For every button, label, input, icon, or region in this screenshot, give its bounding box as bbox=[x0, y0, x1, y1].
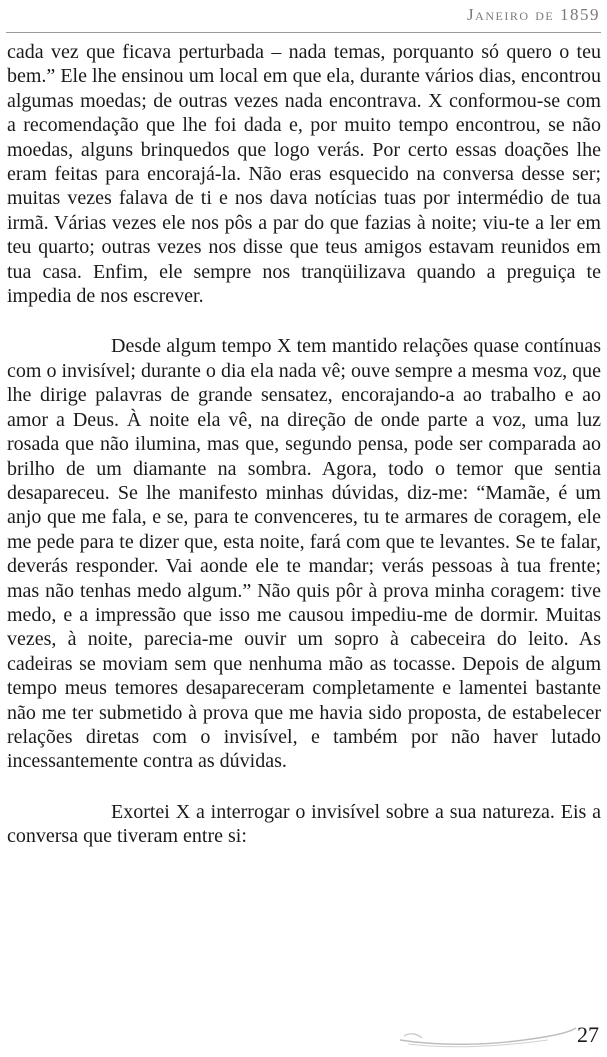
running-header: Janeiro de 1859 bbox=[467, 5, 600, 24]
page-number: 27 bbox=[577, 1022, 599, 1047]
header-rule bbox=[6, 32, 601, 33]
paragraph-third: Exortei X a interrogar o invisível sobre a sua natureza. Eis a conversa que tiveram entre si: bbox=[7, 800, 601, 848]
paragraph-second: Desde algum tempo X tem mantido relações quase contínuas com o invisível; durante o dia ela nada vê; ouve sempre a mesma voz, que lhe dirige palavras de grande sensatez, encorajando-a ao trabalho e ao amor a Deus. À noite ela vê, na direção de onde parte a voz, uma luz rosada que não ilumina, mas que, segundo pensa, pode ser comparada ao brilho de um diamante na sombra. Agora, todo o temor que sentia desapareceu. Se lhe manifesto minhas dúvidas, diz-me: “Mamãe, é um anjo que me fala, e se, para te convenceres, tu te armares de coragem, ele me pede para te dizer que, esta noite, fará com que te levantes. Se te falar, deverás responder. Vai aonde ele te mandar; verás pessoas à tua frente; mas não tenhas medo algum.” Não quis pôr à prova minha coragem: tive medo, e a impressão que isso me causou impediu-me de dormir. Muitas vezes, à noite, parecia-me ouvir um sopro à cabeceira do leito. As cadeiras se moviam sem que nenhuma mão as tocasse. Depois de algum tempo meus temores desapareceram completamente e lamentei bastante não me ter submetido à prova que me havia sido proposta, de estabelecer relações diretas com o invisível, e também por não haver lutado incessantemente contra as dúvidas. bbox=[7, 335, 601, 773]
body-text bbox=[7, 40, 601, 849]
folio-swoosh-ornament bbox=[398, 1016, 578, 1050]
paragraph-continuation: cada vez que ficava perturbada – nada temas, porquanto só quero o teu bem.” Ele lhe ensinou um local em que ela, durante vários dias, encontrou algumas moedas; de outras vezes nada encontrava. X conformou-se com a recomendação que lhe foi dada e, por muito tempo encontrou, se não moedas, alguns brinquedos que logo verás. Por certo essas doações lhe eram feitas para encorajá-la. Não eras esquecido na conversa desse ser; muitas vezes falava de ti e nos dava notícias tuas por intermédio de tua irmã. Várias vezes ele nos pôs a par do que fazias à noite; viu-te a ler em teu quarto; outras vezes nos disse que teus amigos estavam reunidos em tua casa. Enfim, ele sempre nos tranqüilizava quando a preguiça te impedia de nos escrever. bbox=[7, 41, 601, 308]
